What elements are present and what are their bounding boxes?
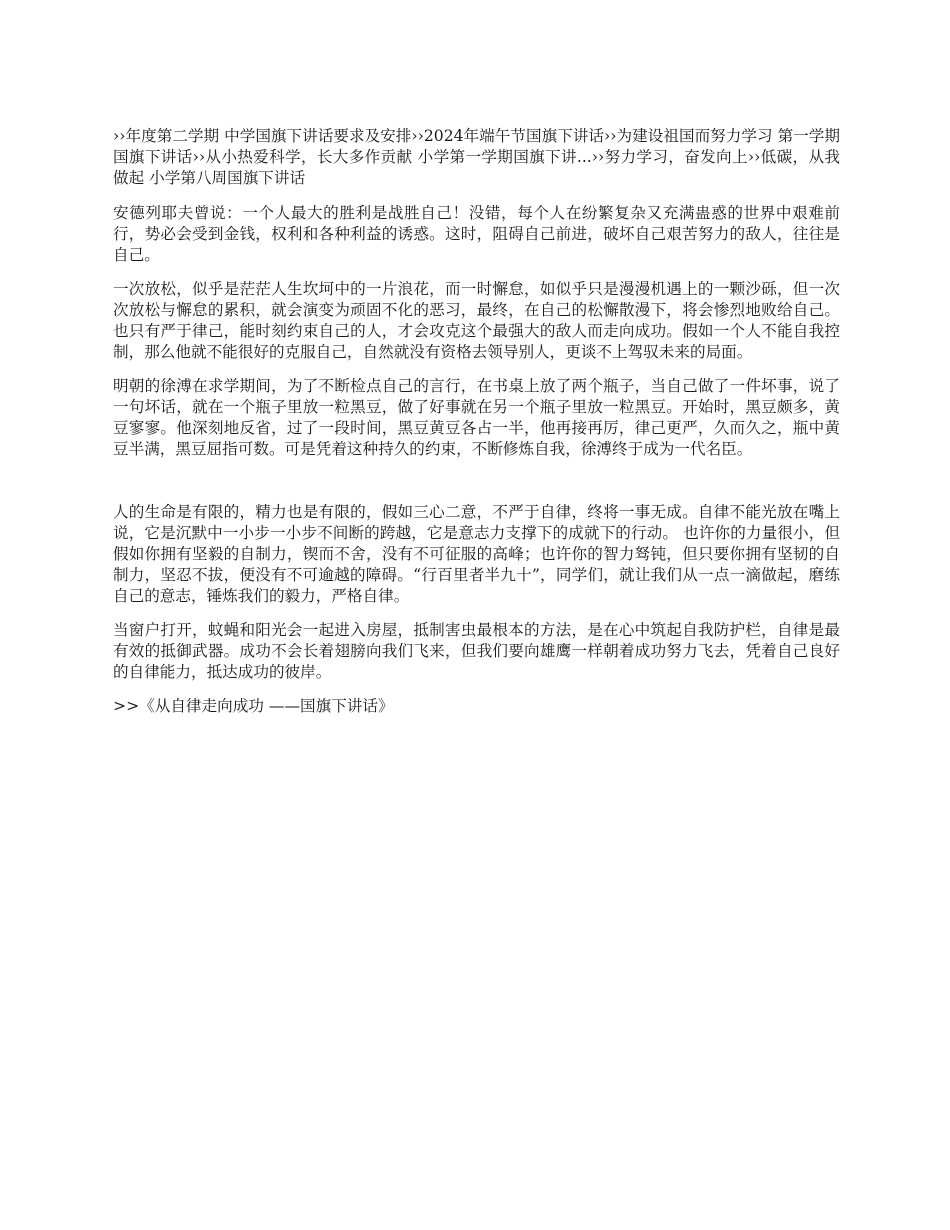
related-link-4[interactable] [193,148,592,166]
related-link-label: 2024年端午节国旗下讲话 [423,127,605,145]
paragraph-gap [113,473,840,502]
related-link-label: 低碳，从我做起 小学第八周国旗下讲话 [113,148,840,187]
article-page [113,126,840,730]
article-paragraph: 当窗户打开，蚊蝇和阳光会一起进入房屋，抵制害虫最根本的方法，是在心中筑起自我防护栏，自律是最有效的抵御武器。成功不会长着翅膀向我们飞来，但我们要向雄鹰一样朝着成功努力飞去，凭着自己良好的自律能力，抵达成功的彼岸。 [113,621,840,681]
footer-prefix: >> [113,697,140,715]
link-prefix: ›› [113,127,126,145]
link-prefix: ›› [192,148,206,166]
footer-line [113,696,840,717]
link-prefix: ›› [411,127,424,145]
article-paragraph: 人的生命是有限的，精力也是有限的，假如三心二意，不严于自律，终将一事无成。自律不能光放在嘴上说，它是沉默中一小步一小步不间断的跨越，它是意志力支撑下的成就下的行动。 也许你的力量很小，但假如你拥有坚毅的自制力，锲而不舍，没有不可征服的高峰；也许你的智力驽钝，但只要你拥有坚韧的自制力，坚忍不拔，便没有不可逾越的障碍。“行百里者半九十”，同学们，就让我们从一点一滴做起，磨练自己的意志，锤炼我们的毅力，严格自律。 [113,503,840,605]
article-paragraph: 一次放松，似乎是茫茫人生坎坷中的一片浪花，而一时懈怠，如似乎只是漫漫机遇上的一颗沙砾，但一次次放松与懈怠的累积，就会演变为顽固不化的恶习，最终，在自己的松懈散漫下，将会惨烈地败给自己。 也只有严于律己，能时刻约束自己的人，才会攻克这个最强大的敌人而走向成功。假如一个人不能自我控制，那么他就不能很好的克服自己，自然就没有资格去领导别人，更谈不上驾驭未来的局面。 [113,280,840,361]
related-link-label: 年度第二学期 中学国旗下讲话要求及安排 [125,127,412,145]
related-links [113,126,840,189]
link-prefix: ›› [591,148,605,166]
source-article-link[interactable]: 《从自律走向成功 ——国旗下讲话》 [139,697,394,715]
related-link-label: 从小热爱科学，长大多作贡献 小学第一学期国旗下讲... [205,148,592,166]
article-paragraph: 明朝的徐溥在求学期间，为了不断检点自己的言行，在书桌上放了两个瓶子，当自己做了一件坏事，说了一句坏话，就在一个瓶子里放一粒黑豆，做了好事就在另一个瓶子里放一粒黑豆。开始时，黑豆颇多，黄豆寥寥。他深刻地反省，过了一段时间，黑豆黄豆各占一半，他再接再厉，律己更严，久而久之，瓶中黄豆半满，黑豆屈指可数。可是凭着这种持久的约束，不断修炼自我，徐溥终于成为一代名臣。 [113,377,840,458]
related-link-5[interactable] [592,148,748,166]
link-prefix: ›› [747,148,761,166]
link-prefix: ›› [604,127,617,145]
related-link-label: 为建设祖国而努力学习 第一学期国旗下讲话 [113,127,840,166]
related-link-label: 努力学习，奋发向上 [604,148,748,166]
article-paragraph: 安德列耶夫曾说：一个人最大的胜利是战胜自己！没错，每个人在纷繁复杂又充满蛊惑的世界中艰难前行，势必会受到金钱，权利和各种利益的诱惑。这时，阻碍自己前进，破坏自己艰苦努力的敌人，往往是自己。 [113,204,840,264]
related-link-1[interactable] [113,127,411,145]
related-link-2[interactable] [411,127,604,145]
